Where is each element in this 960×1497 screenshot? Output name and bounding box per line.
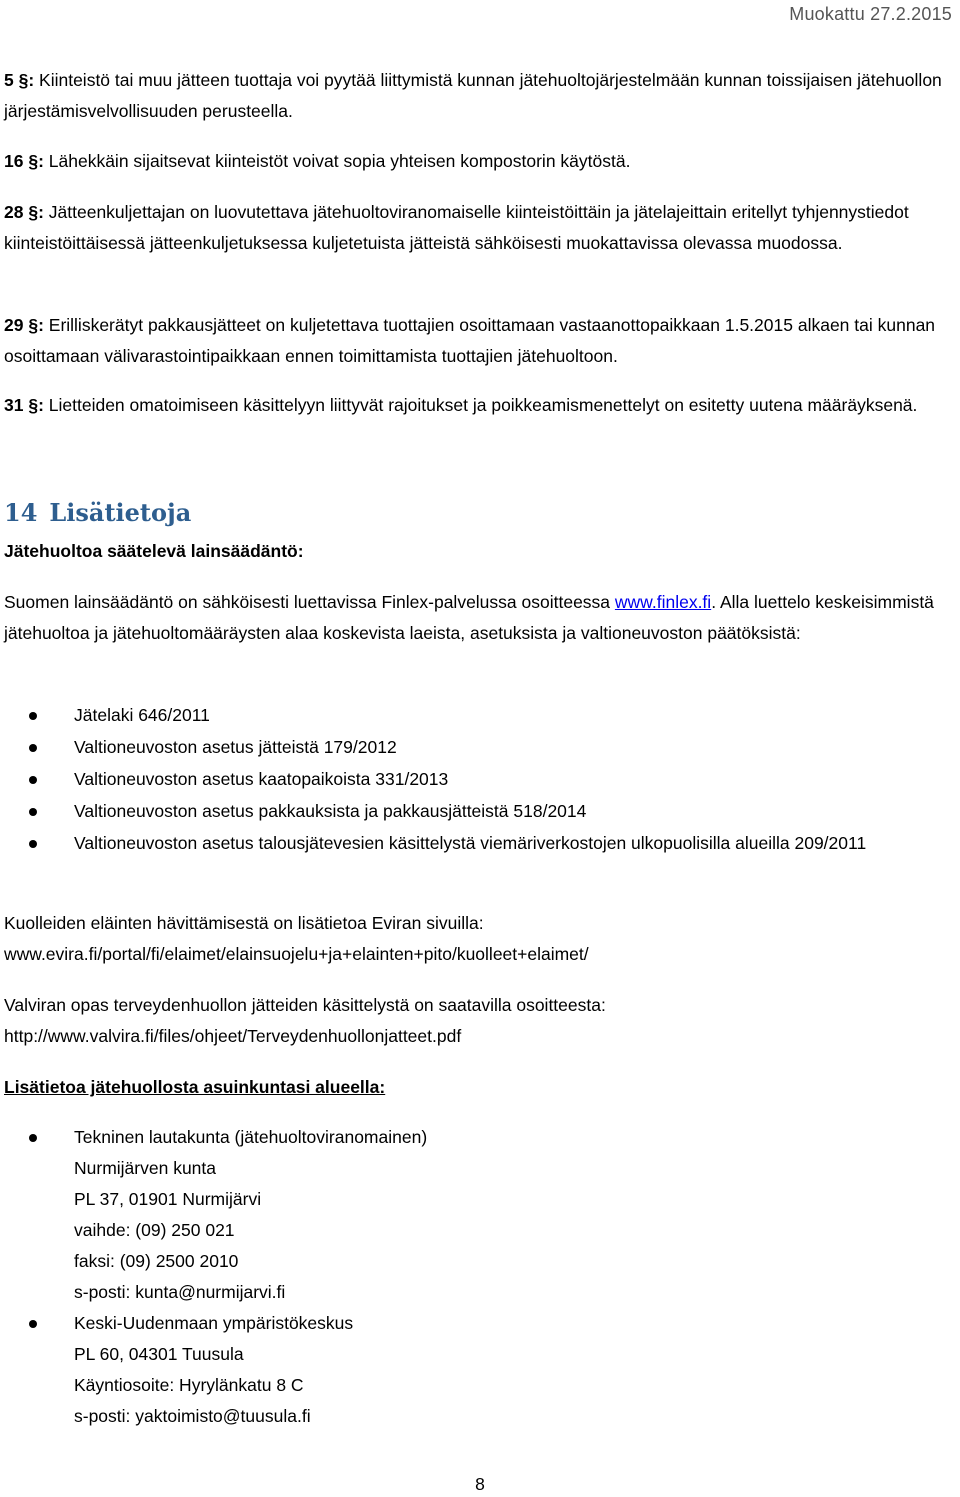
evira-info	[4, 908, 952, 970]
bullet-icon	[29, 840, 37, 848]
chapter-number: 14	[4, 498, 38, 527]
list-item: Jätelaki 646/2011	[0, 700, 940, 731]
bullet-icon	[29, 712, 37, 720]
bullet-icon	[29, 1134, 37, 1142]
bullet-icon	[29, 1320, 37, 1328]
section-5: 5 §: Kiinteistö tai muu jätteen tuottaja voi pyytää liittymistä kunnan jätehuoltojärjestelmään kunnan toissijaisen jätehuollon järjestämisvelvollisuuden perusteella.	[4, 70, 942, 121]
bullet-icon	[29, 744, 37, 752]
finlex-link[interactable]: www.finlex.fi	[614, 592, 712, 612]
evira-url[interactable]: www.evira.fi/portal/fi/elaimet/elainsuojelu+ja+elainten+pito/kuolleet+elaimet/	[4, 944, 589, 964]
list-item: Valtioneuvoston asetus talousjätevesien käsittelystä viemäriverkostojen ulkopuolisilla alueilla 209/2011	[0, 828, 940, 859]
section-29: 29 §: Erilliskerätyt pakkausjätteet on kuljetettava tuottajien osoittamaan vastaanottopaikkaan 1.5.2015 alkaen tai kunnan osoittamaan välivarastointipaikkaan ennen toimittamista tuottajien jätehuoltoon.	[4, 315, 936, 366]
section-16: 16 §: Lähekkäin sijaitsevat kiinteistöt voivat sopia yhteisen kompostorin käytöstä.	[4, 151, 631, 171]
section-28: 28 §: Jätteenkuljettajan on luovutettava jätehuoltoviranomaiselle kiinteistöittäin ja jätelajeittain eritellyt tyhjennystiedot kiinteistöittäisessä jätteenkuljetuksessa kuljetetuista jätteistä sähköisesti muokattavissa olevassa muodossa.	[4, 202, 909, 253]
chapter-title: Lisätietoja	[49, 498, 192, 527]
section-number: 31	[4, 395, 24, 415]
legislation-list	[0, 700, 940, 859]
section-number: 5	[4, 70, 14, 90]
section-text: Lietteiden omatoimiseen käsittelyyn liittyvät rajoitukset ja poikkeamismenettelyt on esitetty uutena määräyksenä.	[48, 395, 918, 415]
evira-text: Kuolleiden eläinten hävittämisestä on lisätietoa Eviran sivuilla:	[4, 913, 484, 933]
modified-date: Muokattu 27.2.2015	[789, 4, 952, 24]
valvira-info	[4, 990, 952, 1052]
section-text: Kiinteistö tai muu jätteen tuottaja voi pyytää liittymistä kunnan jätehuoltojärjestelmään kunnan toissijaisen jätehuollon järjestämisvelvollisuuden perusteella.	[4, 70, 942, 121]
contact-item: Tekninen lautakunta (jätehuoltoviranomainen) Nurmijärven kunta PL 37, 01901 Nurmijärvi vaihde: (09) 250 021 faksi: (09) 2500 2010 s-posti: kunta@nurmijarvi.fi	[0, 1122, 940, 1308]
page-number: 8	[475, 1474, 485, 1494]
bullet-icon	[29, 776, 37, 784]
valvira-url[interactable]: http://www.valvira.fi/files/ohjeet/Terveydenhuollonjatteet.pdf	[4, 1026, 462, 1046]
bullet-icon	[29, 808, 37, 816]
section-text: Lähekkäin sijaitsevat kiinteistöt voivat sopia yhteisen kompostorin käytöstä.	[48, 151, 631, 171]
section-number: 29	[4, 315, 24, 335]
chapter-heading	[4, 498, 191, 527]
list-item: Valtioneuvoston asetus jätteistä 179/2012	[0, 732, 940, 763]
list-item: Valtioneuvoston asetus pakkauksista ja pakkausjätteistä 518/2014	[0, 796, 940, 827]
contact-email[interactable]: s-posti: yaktoimisto@tuusula.fi	[74, 1406, 311, 1426]
list-item: Valtioneuvoston asetus kaatopaikoista 331/2013	[0, 764, 940, 795]
contact-email[interactable]: s-posti: kunta@nurmijarvi.fi	[74, 1282, 286, 1302]
contact-item: Keski-Uudenmaan ympäristökeskus PL 60, 04301 Tuusula Käyntiosoite: Hyrylänkatu 8 C s-posti: yaktoimisto@tuusula.fi	[0, 1308, 940, 1432]
section-number: 16	[4, 151, 24, 171]
valvira-text: Valviran opas terveydenhuollon jätteiden käsittelystä on saatavilla osoitteesta:	[4, 995, 606, 1015]
contacts-heading: Lisätietoa jätehuollosta asuinkuntasi alueella:	[4, 1077, 386, 1097]
contacts-list	[0, 1122, 940, 1432]
section-text: Erilliskerätyt pakkausjätteet on kuljetettava tuottajien osoittamaan vastaanottopaikkaan 1.5.2015 alkaen tai kunnan osoittamaan välivarastointipaikkaan ennen toimittamista tuottajien jätehuoltoon.	[4, 315, 936, 366]
section-text: Jätteenkuljettajan on luovutettava jätehuoltoviranomaiselle kiinteistöittäin ja jätelajeittain eritellyt tyhjennystiedot kiinteistöittäisessä jätteenkuljetuksessa kuljetetuista jätteistä sähköisesti muokattavissa olevassa muodossa.	[4, 202, 909, 253]
section-31: 31 §: Lietteiden omatoimiseen käsittelyyn liittyvät rajoitukset ja poikkeamismenettelyt on esitetty uutena määräyksenä.	[4, 395, 918, 415]
legislation-heading: Jätehuoltoa säätelevä lainsäädäntö:	[4, 541, 304, 561]
section-number: 28	[4, 202, 24, 222]
legislation-intro: Suomen lainsäädäntö on sähköisesti luettavissa Finlex-palvelussa osoitteessa www.finlex.fi. Alla luettelo keskeisimmistä jätehuoltoa ja jätehuoltomääräysten alaa koskevista laeista, asetuksista ja valtioneuvoston päätöksistä:	[4, 592, 934, 643]
